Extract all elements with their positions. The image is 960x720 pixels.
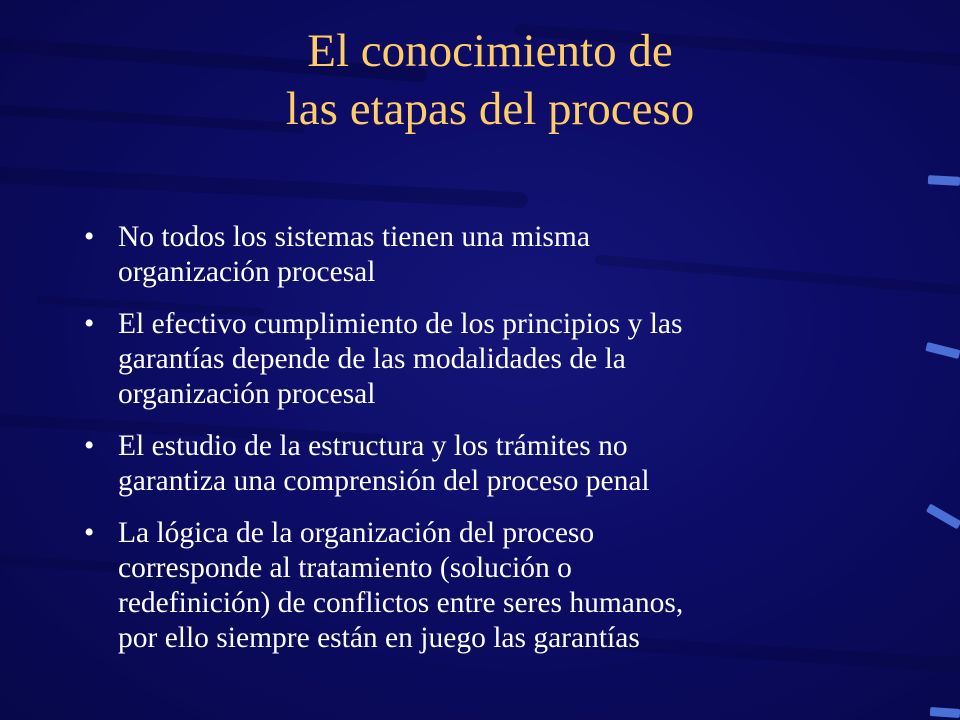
bullet-text-line: por ello siempre están en juego las garantías bbox=[118, 622, 640, 654]
bullet-dot: • bbox=[84, 221, 95, 253]
bullet-dot: • bbox=[84, 517, 95, 549]
slide-title-line-2: las etapas del proceso bbox=[285, 83, 695, 135]
bullet-item bbox=[84, 516, 864, 656]
bullet-item bbox=[84, 429, 864, 499]
bullet-text-line: organización procesal bbox=[118, 256, 376, 288]
accent-mark bbox=[926, 504, 960, 530]
bullet-text-line: El efectivo cumplimiento de los principios y las bbox=[118, 308, 683, 340]
bullet-text-line: garantiza una comprensión del proceso penal bbox=[118, 465, 650, 497]
bullet-text-line: corresponde al tratamiento (solución o bbox=[118, 552, 572, 584]
bullet-text-line: organización procesal bbox=[118, 378, 376, 410]
accent-marks bbox=[925, 175, 960, 718]
bullet-item bbox=[84, 220, 864, 290]
bullet-dot: • bbox=[84, 430, 95, 462]
bullet-text-line: garantías depende de las modalidades de la bbox=[118, 343, 626, 375]
slide-title bbox=[0, 22, 960, 138]
accent-mark bbox=[925, 342, 960, 359]
bullet-text-line: La lógica de la organización del proceso bbox=[118, 517, 595, 549]
bullet-text-line: No todos los sistemas tienen una misma bbox=[118, 221, 590, 253]
accent-mark bbox=[928, 175, 960, 186]
bullet-list bbox=[84, 220, 864, 673]
slide-title-line-1: El conocimiento de bbox=[307, 25, 673, 77]
bullet-dot: • bbox=[84, 308, 95, 340]
accent-mark bbox=[930, 707, 960, 718]
bullet-text-line: El estudio de la estructura y los trámites no bbox=[118, 430, 628, 462]
bullet-item bbox=[84, 307, 864, 412]
bullet-text-line: redefinición) de conflictos entre seres humanos, bbox=[118, 587, 684, 619]
